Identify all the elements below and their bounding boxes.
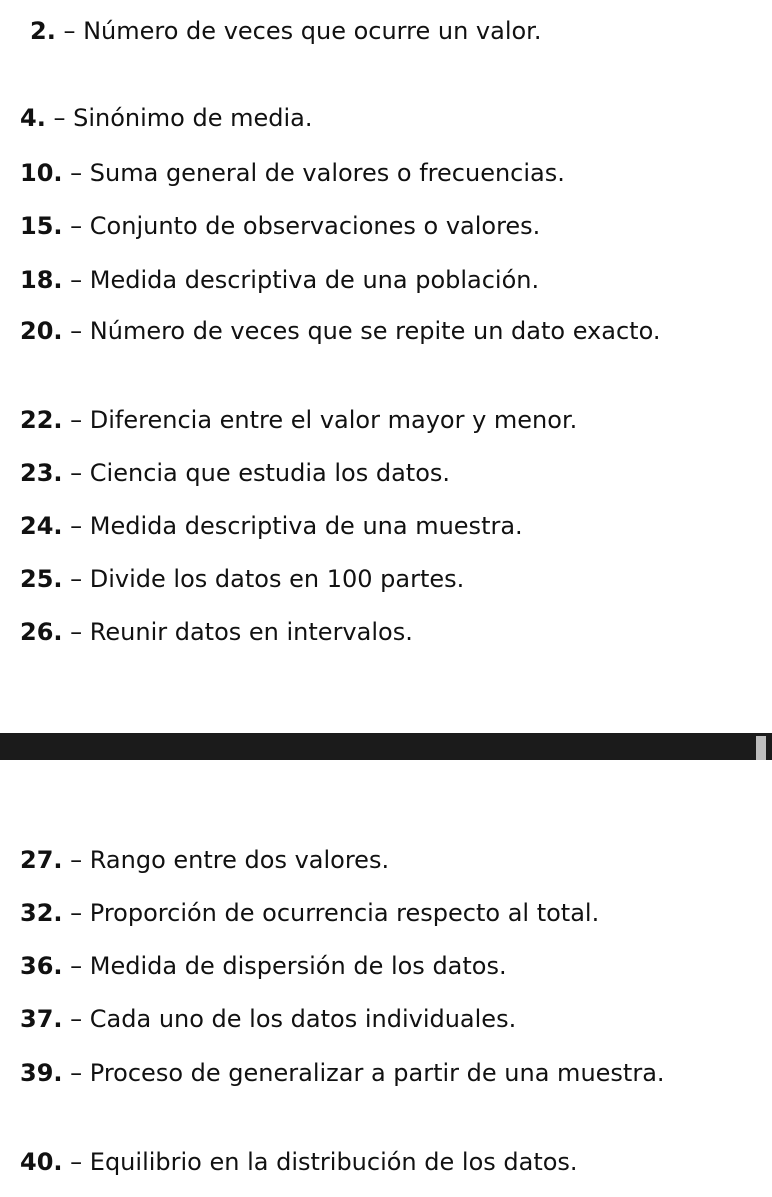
clue-text: – Rango entre dos valores. xyxy=(70,846,390,874)
clue-text: – Conjunto de observaciones o valores. xyxy=(70,212,541,240)
clue-27 xyxy=(20,843,732,877)
clue-number: 37. xyxy=(20,1005,63,1033)
clue-36 xyxy=(20,949,732,983)
clue-text: – Proceso de generalizar a partir de una muestra. xyxy=(70,1059,665,1087)
clue-number: 27. xyxy=(20,846,63,874)
clue-20 xyxy=(20,314,732,348)
clue-10 xyxy=(20,156,732,190)
scrollbar-thumb[interactable] xyxy=(756,736,766,760)
clue-text: – Divide los datos en 100 partes. xyxy=(70,565,465,593)
clue-text: – Número de veces que se repite un dato exacto. xyxy=(70,317,661,345)
clue-37 xyxy=(20,1002,732,1036)
clue-number: 36. xyxy=(20,952,63,980)
clue-number: 39. xyxy=(20,1059,63,1087)
clue-number: 10. xyxy=(20,159,63,187)
clue-text: – Proporción de ocurrencia respecto al total. xyxy=(70,899,600,927)
clue-text: – Cada uno de los datos individuales. xyxy=(70,1005,517,1033)
clue-text: – Equilibrio en la distribución de los datos. xyxy=(70,1148,578,1176)
clue-text: – Medida descriptiva de una muestra. xyxy=(70,512,523,540)
clue-text: – Diferencia entre el valor mayor y menor. xyxy=(70,406,578,434)
clue-25 xyxy=(20,562,732,596)
clue-text: – Reunir datos en intervalos. xyxy=(70,618,413,646)
clue-number: 15. xyxy=(20,212,63,240)
clue-text: – Medida de dispersión de los datos. xyxy=(70,952,507,980)
clue-number: 25. xyxy=(20,565,63,593)
clue-number: 26. xyxy=(20,618,63,646)
clue-number: 20. xyxy=(20,317,63,345)
clue-number: 23. xyxy=(20,459,63,487)
clue-2 xyxy=(30,14,732,48)
clue-39 xyxy=(20,1056,732,1090)
clue-text: – Número de veces que ocurre un valor. xyxy=(63,17,542,45)
clue-number: 32. xyxy=(20,899,63,927)
clue-32 xyxy=(20,896,752,930)
clue-22 xyxy=(20,403,732,437)
clue-4 xyxy=(20,101,732,135)
clue-number: 18. xyxy=(20,266,63,294)
clue-15 xyxy=(20,209,732,243)
clue-40 xyxy=(20,1145,752,1179)
clue-text: – Medida descriptiva de una población. xyxy=(70,266,540,294)
clue-text: – Suma general de valores o frecuencias. xyxy=(70,159,565,187)
clue-number: 2. xyxy=(30,17,56,45)
clue-26 xyxy=(20,615,732,649)
clue-text: – Ciencia que estudia los datos. xyxy=(70,459,451,487)
clue-number: 24. xyxy=(20,512,63,540)
clue-number: 4. xyxy=(20,104,46,132)
clue-number: 22. xyxy=(20,406,63,434)
clue-number: 40. xyxy=(20,1148,63,1176)
section-divider xyxy=(0,733,772,760)
clue-18 xyxy=(20,263,732,297)
clue-24 xyxy=(20,509,732,543)
clue-23 xyxy=(20,456,732,490)
clue-text: – Sinónimo de media. xyxy=(53,104,313,132)
